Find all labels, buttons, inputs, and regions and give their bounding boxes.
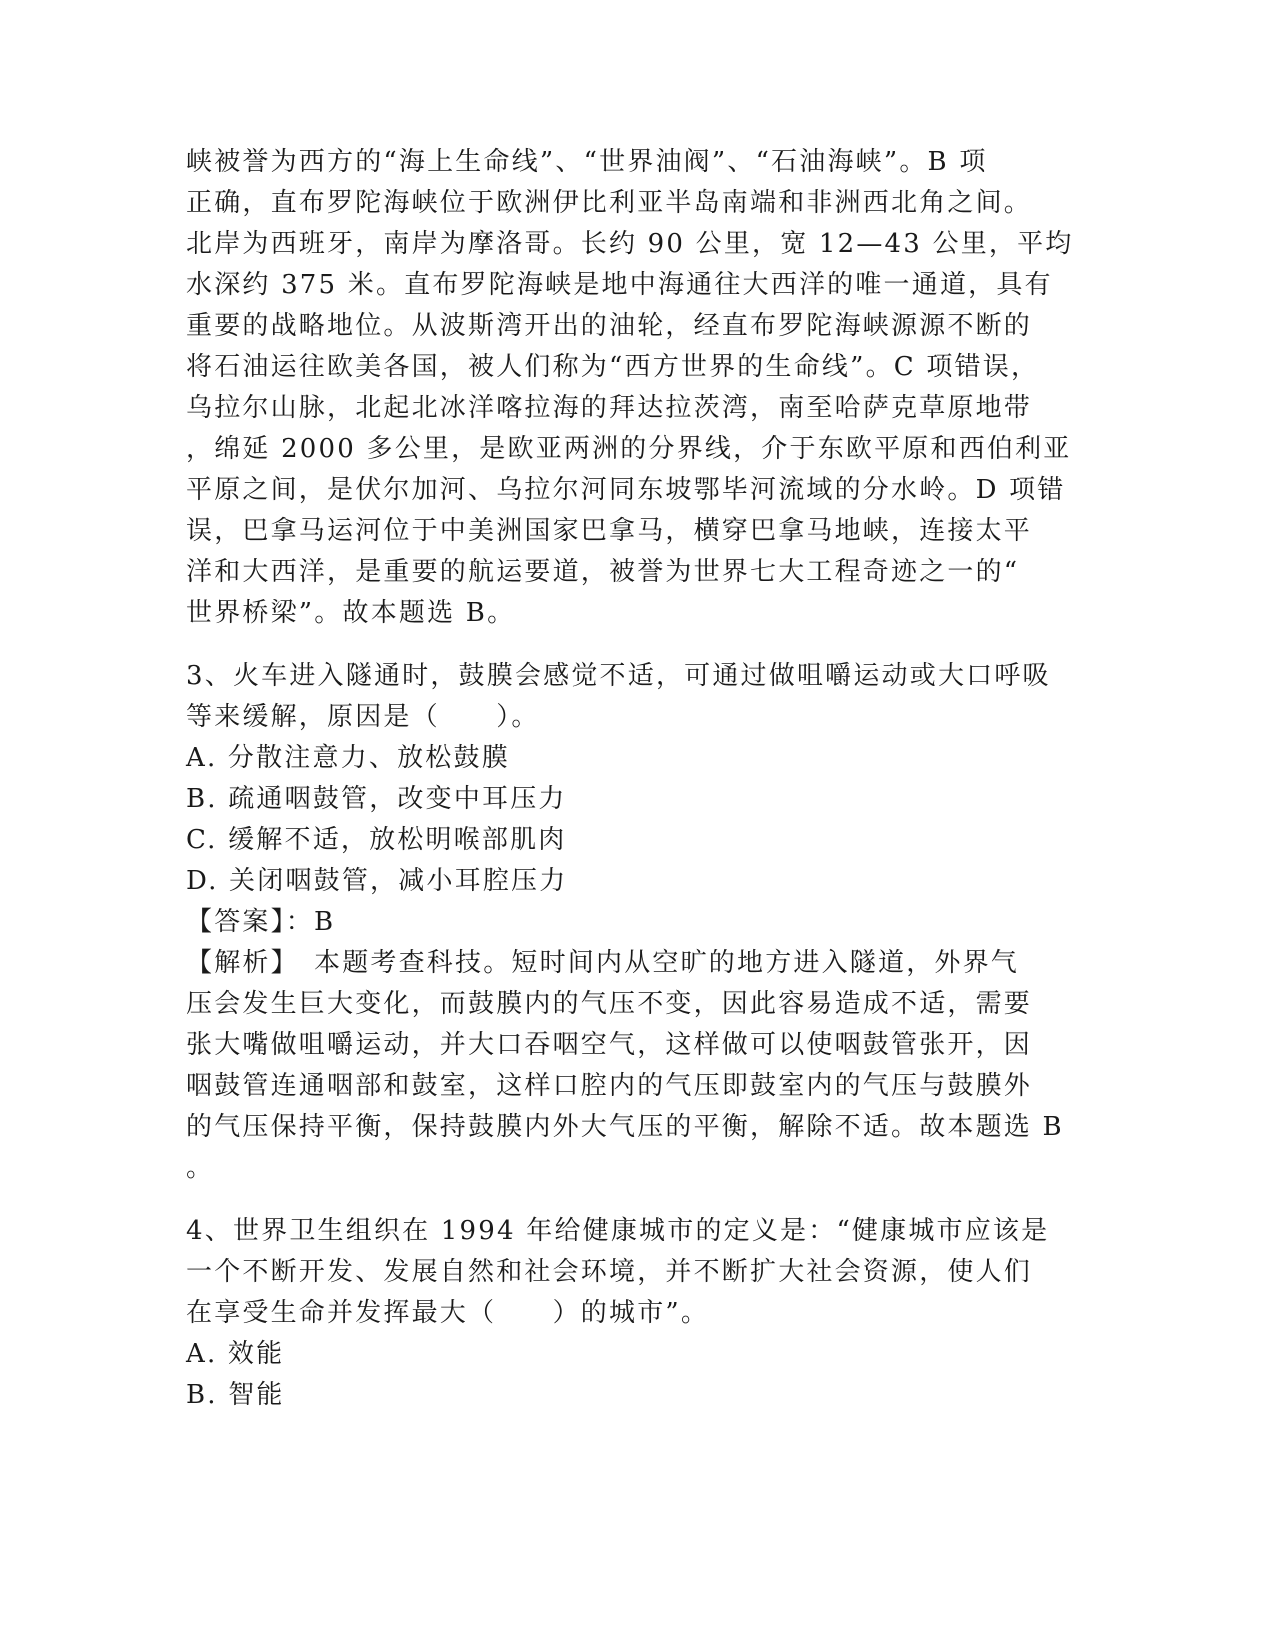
analysis-line: 的气压保持平衡，保持鼓膜内外大气压的平衡，解除不适。故本题选 B [186, 1112, 1064, 1142]
question-stem: 等来缓解，原因是（ ）。 [186, 702, 540, 732]
text-line: 水深约 375 米。直布罗陀海峡是地中海通往大西洋的唯一通道，具有 [186, 270, 1053, 300]
option-d: D. 关闭咽鼓管，减小耳腔压力 [186, 866, 568, 896]
text-line: 乌拉尔山脉，北起北冰洋喀拉海的拜达拉茨湾，南至哈萨克草原地带 [186, 393, 1033, 423]
text-line: ，绵延 2000 多公里，是欧亚两洲的分界线，介于东欧平原和西伯利亚 [186, 434, 1072, 464]
text-line: 平原之间，是伏尔加河、乌拉尔河同东坡鄂毕河流域的分水岭。D 项错 [186, 475, 1066, 505]
option-a: A. 效能 [186, 1339, 285, 1369]
text-line: 峡被誉为西方的“海上生命线”、“世界油阀”、“石油海峡”。B 项 [186, 147, 988, 177]
analysis-line: 。 [186, 1153, 215, 1183]
analysis-line: 压会发生巨大变化，而鼓膜内的气压不变，因此容易造成不适，需要 [186, 989, 1033, 1019]
text-line: 正确，直布罗陀海峡位于欧洲伊比利亚半岛南端和非洲西北角之间。 [186, 188, 1033, 218]
option-b: B. 智能 [186, 1380, 285, 1410]
option-a: A. 分散注意力、放松鼓膜 [186, 743, 510, 773]
text-line: 重要的战略地位。从波斯湾开出的油轮，经直布罗陀海峡源源不断的 [186, 311, 1033, 341]
text-line: 北岸为西班牙，南岸为摩洛哥。长约 90 公里，宽 12—43 公里，平均 [186, 229, 1074, 259]
answer-line: 【答案】：B [186, 907, 336, 937]
analysis-line: 张大嘴做咀嚼运动，并大口吞咽空气，这样做可以使咽鼓管张开，因 [186, 1030, 1033, 1060]
option-b: B. 疏通咽鼓管，改变中耳压力 [186, 784, 567, 814]
text-line: 误，巴拿马运河位于中美洲国家巴拿马，横穿巴拿马地峡，连接太平 [186, 516, 1033, 546]
text-line: 洋和大西洋，是重要的航运要道，被誉为世界七大工程奇迹之一的“ [186, 557, 1020, 587]
analysis-line: 咽鼓管连通咽部和鼓室，这样口腔内的气压即鼓室内的气压与鼓膜外 [186, 1071, 1033, 1101]
question-stem: 一个不断开发、发展自然和社会环境，并不断扩大社会资源，使人们 [186, 1257, 1033, 1287]
option-c: C. 缓解不适，放松明喉部肌肉 [186, 825, 567, 855]
question-stem: 4、世界卫生组织在 1994 年给健康城市的定义是：“健康城市应该是 [186, 1216, 1050, 1246]
question-stem: 在享受生命并发挥最大（ ）的城市”。 [186, 1298, 710, 1328]
analysis-line: 【解析】 本题考查科技。短时间内从空旷的地方进入隧道，外界气 [186, 948, 1020, 978]
question-stem: 3、火车进入隧通时，鼓膜会感觉不适，可通过做咀嚼运动或大口呼吸 [186, 661, 1051, 691]
text-line: 世界桥梁”。故本题选 B。 [186, 598, 516, 628]
text-line: 将石油运往欧美各国，被人们称为“西方世界的生命线”。C 项错误， [186, 352, 1040, 382]
